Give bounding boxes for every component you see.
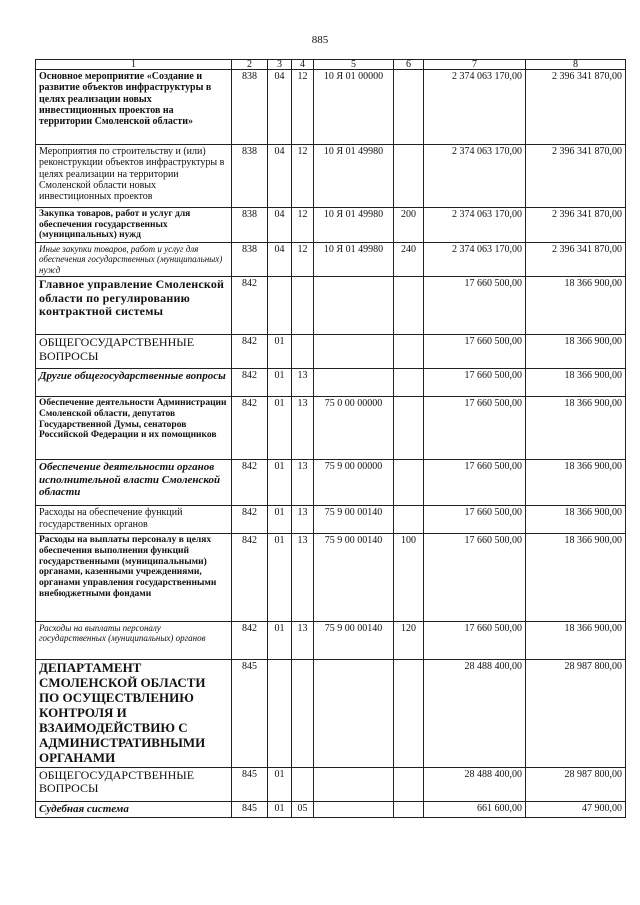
row-subsection-cell: 12 [292,208,314,243]
row-section-cell: 01 [268,622,292,660]
row-name-cell: Основное мероприятие «Создание и развитие объектов инфраструктуры в целях реализации новых инвестиционных проектов на территории Смоленской области» [36,70,232,145]
row-gr-code-cell: 842 [232,534,268,622]
table-row [36,277,626,335]
row-expense-type-cell [394,767,424,801]
row-name-cell: Иные закупки товаров, работ и услуг для обеспечения государственных (муниципальных) нужд [36,243,232,277]
row-target-article-cell: 10 Я 01 00000 [314,70,394,145]
row-target-article-cell [314,369,394,397]
row-expense-type-cell: 100 [394,534,424,622]
row-amount-year1-cell: 17 660 500,00 [424,397,526,460]
row-amount-year2-cell: 2 396 341 870,00 [526,70,626,145]
row-subsection-cell: 13 [292,369,314,397]
row-amount-year1-cell: 17 660 500,00 [424,335,526,369]
row-subsection-cell: 12 [292,145,314,208]
row-section-cell: 04 [268,70,292,145]
row-section-cell: 01 [268,460,292,506]
row-amount-year1-cell: 17 660 500,00 [424,369,526,397]
row-amount-year1-cell: 28 488 400,00 [424,660,526,768]
row-subsection-cell: 13 [292,506,314,534]
row-target-article-cell [314,335,394,369]
row-amount-year2-cell: 2 396 341 870,00 [526,243,626,277]
row-target-article-cell: 10 Я 01 49980 [314,145,394,208]
row-amount-year2-cell: 18 366 900,00 [526,335,626,369]
row-expense-type-cell [394,660,424,768]
row-subsection-cell: 05 [292,801,314,817]
row-amount-year1-cell: 2 374 063 170,00 [424,145,526,208]
row-target-article-cell [314,277,394,335]
header-cell: 2 [232,60,268,70]
row-target-article-cell: 75 9 00 00140 [314,506,394,534]
row-expense-type-cell [394,277,424,335]
row-name-cell: ОБЩЕГОСУДАРСТВЕННЫЕ ВОПРОСЫ [36,335,232,369]
row-subsection-cell: 13 [292,622,314,660]
row-gr-code-cell: 842 [232,335,268,369]
row-amount-year2-cell: 18 366 900,00 [526,460,626,506]
row-section-cell: 01 [268,506,292,534]
header-cell: 6 [394,60,424,70]
row-gr-code-cell: 845 [232,767,268,801]
table-header-row [36,60,626,70]
row-amount-year2-cell: 18 366 900,00 [526,397,626,460]
row-subsection-cell [292,767,314,801]
row-name-cell: Судебная система [36,801,232,817]
row-target-article-cell [314,767,394,801]
table-row [36,660,626,768]
row-section-cell: 04 [268,145,292,208]
table-row [36,243,626,277]
row-target-article-cell: 75 0 00 00000 [314,397,394,460]
row-amount-year2-cell: 47 900,00 [526,801,626,817]
row-name-cell: Другие общегосударственные вопросы [36,369,232,397]
row-expense-type-cell [394,506,424,534]
row-gr-code-cell: 842 [232,369,268,397]
row-amount-year2-cell: 28 987 800,00 [526,767,626,801]
table-row [36,767,626,801]
row-gr-code-cell: 842 [232,277,268,335]
row-subsection-cell: 12 [292,70,314,145]
row-target-article-cell: 75 9 00 00140 [314,534,394,622]
row-amount-year2-cell: 18 366 900,00 [526,622,626,660]
row-amount-year2-cell: 28 987 800,00 [526,660,626,768]
row-expense-type-cell: 200 [394,208,424,243]
row-subsection-cell: 13 [292,460,314,506]
header-cell: 4 [292,60,314,70]
page-number: 885 [311,34,329,46]
header-cell: 7 [424,60,526,70]
row-gr-code-cell: 842 [232,622,268,660]
row-name-cell: ДЕПАРТАМЕНТ СМОЛЕНСКОЙ ОБЛАСТИ ПО ОСУЩЕСТВЛЕНИЮ КОНТРОЛЯ И ВЗАИМОДЕЙСТВИЮ С АДМИНИСТРАТИВНЫМИ ОРГАНАМИ [36,660,232,768]
row-gr-code-cell: 845 [232,801,268,817]
row-amount-year2-cell: 18 366 900,00 [526,277,626,335]
row-amount-year1-cell: 17 660 500,00 [424,622,526,660]
row-subsection-cell: 13 [292,534,314,622]
row-gr-code-cell: 838 [232,208,268,243]
row-subsection-cell [292,660,314,768]
row-amount-year1-cell: 2 374 063 170,00 [424,208,526,243]
row-name-cell: ОБЩЕГОСУДАРСТВЕННЫЕ ВОПРОСЫ [36,767,232,801]
row-subsection-cell [292,277,314,335]
row-expense-type-cell [394,335,424,369]
header-cell: 3 [268,60,292,70]
row-name-cell: Главное управление Смоленской области по регулированию контрактной системы [36,277,232,335]
row-amount-year1-cell: 17 660 500,00 [424,534,526,622]
table-row [36,145,626,208]
row-target-article-cell: 75 9 00 00000 [314,460,394,506]
table-row [36,208,626,243]
table-row [36,70,626,145]
row-name-cell: Расходы на обеспечение функций государственных органов [36,506,232,534]
row-section-cell: 04 [268,208,292,243]
row-amount-year1-cell: 17 660 500,00 [424,460,526,506]
row-amount-year2-cell: 18 366 900,00 [526,534,626,622]
row-gr-code-cell: 842 [232,397,268,460]
header-cell: 5 [314,60,394,70]
row-section-cell: 01 [268,335,292,369]
row-amount-year1-cell: 17 660 500,00 [424,506,526,534]
table-row [36,460,626,506]
row-expense-type-cell [394,460,424,506]
row-expense-type-cell [394,397,424,460]
row-name-cell: Расходы на выплаты персоналу государственных (муниципальных) органов [36,622,232,660]
row-amount-year1-cell: 2 374 063 170,00 [424,70,526,145]
table-row [36,622,626,660]
row-target-article-cell: 75 9 00 00140 [314,622,394,660]
header-cell: 8 [526,60,626,70]
row-gr-code-cell: 842 [232,506,268,534]
row-amount-year1-cell: 17 660 500,00 [424,277,526,335]
row-expense-type-cell: 240 [394,243,424,277]
row-gr-code-cell: 838 [232,145,268,208]
row-expense-type-cell [394,145,424,208]
table-row [36,335,626,369]
header-cell: 1 [36,60,232,70]
row-amount-year1-cell: 2 374 063 170,00 [424,243,526,277]
row-section-cell: 04 [268,243,292,277]
table-row [36,801,626,817]
row-gr-code-cell: 845 [232,660,268,768]
row-amount-year2-cell: 18 366 900,00 [526,506,626,534]
row-name-cell: Закупка товаров, работ и услуг для обеспечения государственных (муниципальных) нужд [36,208,232,243]
table-row [36,534,626,622]
row-amount-year2-cell: 18 366 900,00 [526,369,626,397]
row-section-cell: 01 [268,369,292,397]
table-row [36,397,626,460]
row-gr-code-cell: 838 [232,70,268,145]
row-amount-year2-cell: 2 396 341 870,00 [526,145,626,208]
row-expense-type-cell [394,369,424,397]
row-expense-type-cell [394,70,424,145]
row-target-article-cell [314,660,394,768]
row-name-cell: Мероприятия по строительству и (или) реконструкции объектов инфраструктуры в целях реализации на территории Смоленской области новых инвестиционных проектов [36,145,232,208]
budget-table [35,59,626,818]
table-row [36,369,626,397]
row-name-cell: Расходы на выплаты персоналу в целях обеспечения выполнения функций государственными (муниципальными) органами, казенными учреждениями, органами управления государственными внебюджетными фондами [36,534,232,622]
row-gr-code-cell: 842 [232,460,268,506]
table-row [36,506,626,534]
row-section-cell: 01 [268,767,292,801]
row-section-cell: 01 [268,801,292,817]
row-amount-year1-cell: 28 488 400,00 [424,767,526,801]
row-name-cell: Обеспечение деятельности органов исполнительной власти Смоленской области [36,460,232,506]
row-expense-type-cell: 120 [394,622,424,660]
row-subsection-cell [292,335,314,369]
row-amount-year1-cell: 661 600,00 [424,801,526,817]
row-target-article-cell: 10 Я 01 49980 [314,243,394,277]
row-subsection-cell: 12 [292,243,314,277]
row-gr-code-cell: 838 [232,243,268,277]
row-amount-year2-cell: 2 396 341 870,00 [526,208,626,243]
row-section-cell [268,660,292,768]
row-section-cell: 01 [268,397,292,460]
row-section-cell: 01 [268,534,292,622]
row-section-cell [268,277,292,335]
row-target-article-cell [314,801,394,817]
row-name-cell: Обеспечение деятельности Администрации Смоленской области, депутатов Государственной Думы, сенаторов Российской Федерации и их помощников [36,397,232,460]
row-subsection-cell: 13 [292,397,314,460]
row-target-article-cell: 10 Я 01 49980 [314,208,394,243]
row-expense-type-cell [394,801,424,817]
